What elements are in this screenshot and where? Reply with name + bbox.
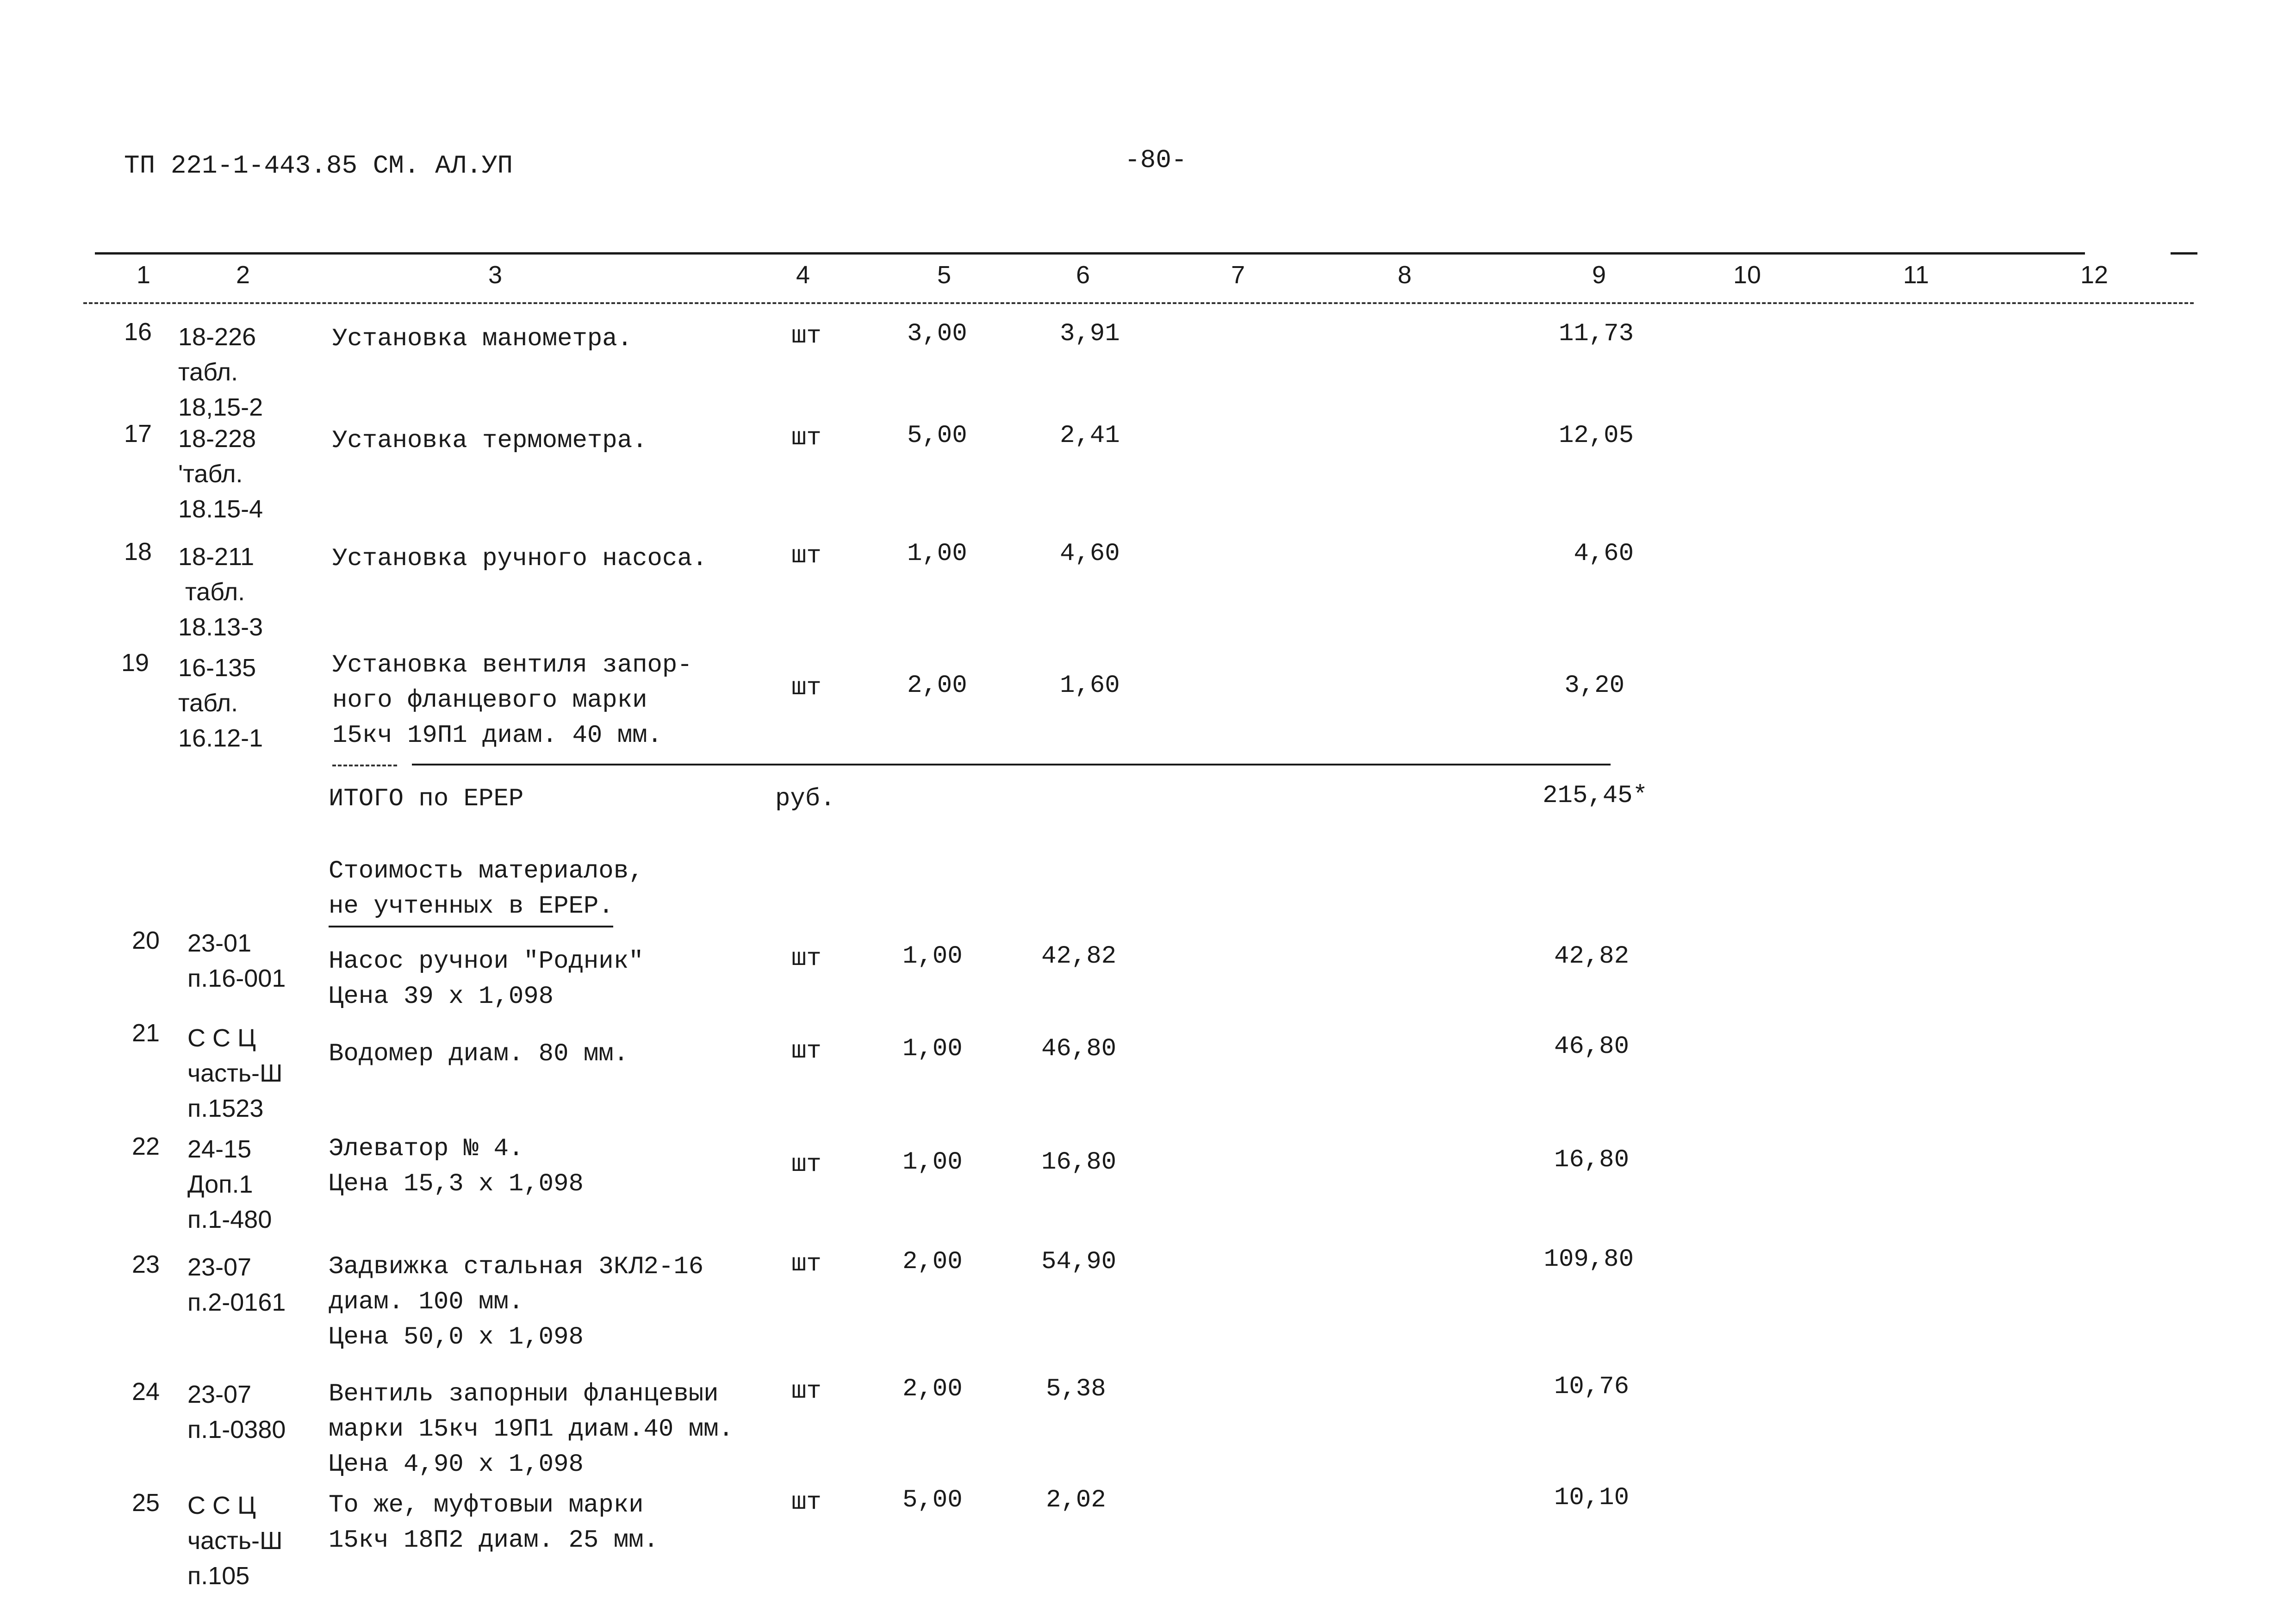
row-number: 22 xyxy=(132,1132,160,1160)
subtotal-unit: руб. xyxy=(775,785,835,813)
column-number: 8 xyxy=(1397,261,1412,289)
row-number: 18 xyxy=(124,538,152,566)
column-number: 5 xyxy=(937,261,952,289)
unit-price: 54,90 xyxy=(1041,1248,1117,1276)
total-cost: 3,20 xyxy=(1564,672,1624,700)
unit: шт xyxy=(791,1377,821,1406)
quantity: 3,00 xyxy=(907,320,967,348)
column-header-separator xyxy=(83,302,2194,304)
norm-code: 18-226 табл. 18,15-2 xyxy=(178,323,263,421)
unit-price: 2,02 xyxy=(1046,1486,1106,1514)
total-cost: 11,73 xyxy=(1558,320,1634,348)
row-number: 21 xyxy=(132,1019,160,1047)
column-number: 1 xyxy=(136,261,151,289)
quantity: 2,00 xyxy=(902,1375,963,1403)
unit-price: 3,91 xyxy=(1060,320,1120,348)
norm-code: 18-211 табл. 18.13-3 xyxy=(178,543,263,641)
quantity: 1,00 xyxy=(907,540,967,568)
unit-price: 4,60 xyxy=(1060,540,1120,568)
total-cost: 46,80 xyxy=(1554,1033,1629,1061)
total-cost: 10,76 xyxy=(1554,1373,1629,1401)
column-number: 2 xyxy=(236,261,250,289)
work-description: Установка термометра. xyxy=(332,427,647,455)
work-description: Установка вентиля запор- ного фланцевого марки 15кч 19П1 диам. 40 мм. xyxy=(332,651,692,750)
table-top-rule xyxy=(95,252,2085,255)
norm-code: 16-135 табл. 16.12-1 xyxy=(178,654,263,752)
work-description: Элеватор № 4. Цена 15,3 х 1,098 xyxy=(329,1135,584,1198)
section-heading-underline xyxy=(329,926,613,927)
unit-price: 2,41 xyxy=(1060,422,1120,450)
subtotal-total: 215,45* xyxy=(1543,782,1648,810)
subtotal-rule xyxy=(412,764,1611,765)
unit: шт xyxy=(791,424,821,452)
unit-price: 1,60 xyxy=(1060,672,1120,700)
column-number: 10 xyxy=(1733,261,1761,289)
norm-code: 23-07 п.1-0380 xyxy=(187,1381,286,1444)
total-cost: 42,82 xyxy=(1554,942,1629,971)
subtotal-rule-mark xyxy=(332,765,397,766)
row-number: 19 xyxy=(121,649,149,677)
norm-code: 24-15 Доп.1 п.1-480 xyxy=(187,1135,272,1233)
total-cost: 4,60 xyxy=(1574,540,1634,568)
row-number: 24 xyxy=(132,1378,160,1406)
work-description: То же, муфтовыи марки 15кч 18П2 диам. 25 мм. xyxy=(329,1491,659,1555)
subtotal-label: ИТОГО по ЕРЕР xyxy=(329,785,524,813)
column-number: 3 xyxy=(488,261,503,289)
norm-code: 23-07 п.2-0161 xyxy=(187,1253,286,1316)
total-cost: 109,80 xyxy=(1543,1245,1634,1274)
unit-price: 46,80 xyxy=(1041,1035,1117,1063)
unit-price: 42,82 xyxy=(1041,942,1117,971)
quantity: 5,00 xyxy=(907,422,967,450)
row-number: 23 xyxy=(132,1251,160,1278)
quantity: 2,00 xyxy=(902,1248,963,1276)
work-description: Установка ручного насоса. xyxy=(332,545,708,573)
work-description: Насос ручнои "Родник" Цена 39 х 1,098 xyxy=(329,947,644,1011)
page-number: -80- xyxy=(1125,145,1187,175)
column-number: 6 xyxy=(1076,261,1090,289)
row-number: 20 xyxy=(132,927,160,954)
unit: шт xyxy=(791,1488,821,1517)
unit-price: 16,80 xyxy=(1041,1148,1117,1176)
table-top-rule-tail xyxy=(2171,252,2197,255)
row-number: 17 xyxy=(124,420,152,448)
column-number: 9 xyxy=(1592,261,1606,289)
quantity: 1,00 xyxy=(902,942,963,971)
column-number: 7 xyxy=(1231,261,1245,289)
unit: шт xyxy=(791,674,821,702)
quantity: 1,00 xyxy=(902,1035,963,1063)
quantity: 5,00 xyxy=(902,1486,963,1514)
document-code: ТП 221-1-443.85 СМ. АЛ.УП xyxy=(124,151,513,180)
section-heading: Стоимость материалов, не учтенных в ЕРЕР. xyxy=(329,857,644,921)
unit: шт xyxy=(791,322,821,350)
column-number: 12 xyxy=(2080,261,2109,289)
unit: шт xyxy=(791,1151,821,1179)
total-cost: 16,80 xyxy=(1554,1146,1629,1174)
norm-code: С С Ц часть-Ш п.105 xyxy=(187,1492,283,1590)
work-description: Установка манометра. xyxy=(332,325,633,353)
row-number: 16 xyxy=(124,318,152,346)
norm-code: С С Ц часть-Ш п.1523 xyxy=(187,1024,283,1122)
norm-code: 18-228 'табл. 18.15-4 xyxy=(178,425,263,523)
norm-code: 23-01 п.16-001 xyxy=(187,929,286,992)
quantity: 1,00 xyxy=(902,1148,963,1176)
total-cost: 10,10 xyxy=(1554,1484,1629,1512)
unit: шт xyxy=(791,945,821,973)
column-number: 4 xyxy=(796,261,810,289)
unit-price: 5,38 xyxy=(1046,1375,1106,1403)
unit: шт xyxy=(791,542,821,570)
work-description: Задвижка стальная 3КЛ2-16 диам. 100 мм. Цена 50,0 х 1,098 xyxy=(329,1253,704,1351)
column-number: 11 xyxy=(1903,261,1929,289)
work-description: Водомер диам. 80 мм. xyxy=(329,1040,629,1068)
work-description: Вентиль запорныи фланцевыи марки 15кч 19П1 диам.40 мм. Цена 4,90 х 1,098 xyxy=(329,1380,734,1479)
unit: шт xyxy=(791,1250,821,1278)
unit: шт xyxy=(791,1037,821,1065)
row-number: 25 xyxy=(132,1489,160,1517)
total-cost: 12,05 xyxy=(1558,422,1634,450)
quantity: 2,00 xyxy=(907,672,967,700)
